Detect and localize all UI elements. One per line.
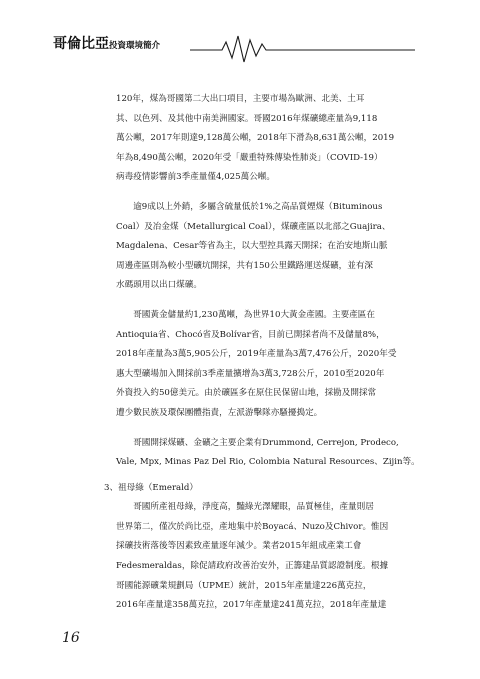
section-paragraph bbox=[116, 498, 430, 616]
text-line: Antioquia省、Chocó省及Bolívar省，目前已開採者尚不及儲量8%， bbox=[116, 329, 385, 340]
header-title bbox=[53, 33, 160, 53]
text-line: 採礦技術落後等因素致產量逐年減少。業者2015年組成產業工會 bbox=[116, 541, 362, 552]
text-line: 120年，煤為哥國第二大出口項目，主要市場為歐洲、北美、土耳 bbox=[116, 94, 365, 104]
text-line: 周邊產區則為較小型礦坑開採，共有150公里鐵路運送煤礦，並有深 bbox=[116, 260, 374, 271]
text-line: 哥國開採煤礦、金礦之主要企業有Drummond, Cerrejon, Prodeco, bbox=[133, 437, 399, 448]
text-line: 逾9成以上外銷，多屬含硫量低於1%之高品質煙煤（Bituminous bbox=[133, 201, 383, 212]
text-line: 病毒疫情影響前3季產量僅4,025萬公噸。 bbox=[116, 172, 275, 183]
paragraph-3 bbox=[116, 306, 430, 424]
text-line: 水碼頭用以出口煤礦。 bbox=[116, 280, 202, 291]
text-line: 惠大型礦場加入開採前3季產量擴增為3萬3,728公斤，2010至2020年 bbox=[116, 368, 385, 379]
text-line: 2018年產量為3萬5,905公斤，2019年產量為3萬7,476公斤，2020年受 bbox=[116, 349, 397, 360]
text-line: 哥國所產祖母綠，淨度高，豔綠光澤耀眼，品質極佳，產量則居 bbox=[133, 502, 374, 513]
text-line: 外資投入約50億美元。由於礦區多在原住民保留山地，採勘及開採常 bbox=[116, 388, 377, 399]
text-line: 萬公噸，2017年則達9,128萬公噸，2018年下滑為8,631萬公噸，2019 bbox=[116, 133, 395, 144]
paragraph-2 bbox=[116, 198, 430, 296]
text-line: Coal）及冶金煤（Metallurgical Coal），煤礦產區以北部之Guajira、 bbox=[116, 221, 391, 232]
text-line: 其、以色列、及其他中南美洲國家。哥國2016年煤礦總產量為9,118 bbox=[116, 113, 378, 124]
text-line: Magdalena、Cesar等省為主，以大型控具露天開採；在治安地斯山脈 bbox=[116, 241, 388, 252]
document-body bbox=[104, 90, 430, 616]
paragraph-1 bbox=[116, 90, 430, 188]
text-line: 2016年產量達358萬克拉，2017年產量達241萬克拉，2018年產量達 bbox=[116, 600, 387, 611]
page-header bbox=[0, 0, 480, 70]
text-line: 哥國能源礦業規劃局（UPME）統計，2015年產量達226萬克拉， bbox=[116, 580, 372, 591]
header-title-main: 哥倫比亞 bbox=[53, 36, 109, 52]
text-line: 世界第二，僅次於尚比亞，產地集中於Boyacá、Nuzo及Chivor。惟因 bbox=[116, 521, 389, 532]
text-line: 遭少數民族及環保團體指責，左派游擊隊亦騷擾搗定。 bbox=[116, 407, 323, 418]
text-line: Vale, Mpx, Minas Paz Del Rio, Colombia Natural Resources、Zijin等。 bbox=[116, 457, 420, 468]
text-line: Fedesmeraldas，除促請政府改善治安外，正籌建品質認證制度。根據 bbox=[116, 561, 389, 572]
paragraph-4 bbox=[116, 434, 430, 473]
header-title-sub: 投資環境簡介 bbox=[109, 41, 161, 51]
section-heading: 3、祖母綠（Emerald） bbox=[104, 482, 199, 493]
text-line: 哥國黃金儲量約1,230萬噸，為世界10大黃金產國。主要產區在 bbox=[133, 309, 375, 320]
text-line: 年為8,490萬公噸，2020年受「嚴重特殊傳染性肺炎」（COVID-19） bbox=[116, 152, 383, 163]
page-number: 16 bbox=[62, 630, 80, 646]
